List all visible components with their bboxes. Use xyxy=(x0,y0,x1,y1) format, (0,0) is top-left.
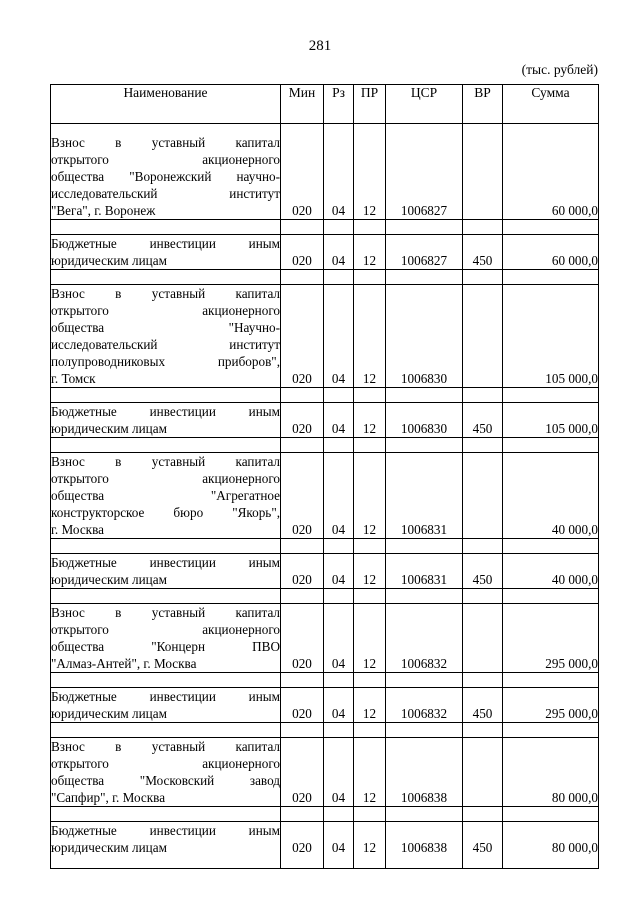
row-spacer-cell xyxy=(51,589,281,604)
row-spacer-cell xyxy=(51,539,281,554)
cell-rz: 04 xyxy=(324,124,354,220)
cell-vr xyxy=(463,604,503,673)
cell-csr: 1006830 xyxy=(386,403,463,438)
cell-min: 020 xyxy=(281,453,324,539)
row-spacer-cell xyxy=(51,438,281,453)
cell-name-line: общества "Агрегатное xyxy=(51,488,280,503)
cell-name-line: "Алмаз-Антей", г. Москва xyxy=(51,656,197,671)
cell-pr: 12 xyxy=(354,403,386,438)
row-spacer xyxy=(51,438,599,453)
cell-name-line: общества "Концерн ПВО xyxy=(51,639,280,654)
cell-csr: 1006830 xyxy=(386,285,463,388)
row-spacer-cell xyxy=(51,388,281,403)
row-spacer-cell xyxy=(354,539,386,554)
cell-rz: 04 xyxy=(324,554,354,589)
cell-rz: 04 xyxy=(324,403,354,438)
row-spacer-cell xyxy=(354,723,386,738)
cell-name-line: открытого акционерного xyxy=(51,756,280,771)
cell-sum: 40 000,0 xyxy=(503,554,599,589)
cell-name-line: Взнос в уставный капитал xyxy=(51,135,280,150)
cell-csr: 1006827 xyxy=(386,124,463,220)
cell-pr: 12 xyxy=(354,285,386,388)
row-spacer xyxy=(51,723,599,738)
cell-min: 020 xyxy=(281,688,324,723)
cell-vr: 450 xyxy=(463,554,503,589)
row-spacer-cell xyxy=(51,723,281,738)
row-spacer-cell xyxy=(281,589,324,604)
table-row xyxy=(51,688,599,723)
cell-csr: 1006831 xyxy=(386,554,463,589)
cell-name xyxy=(51,822,281,869)
cell-name-line: общества "Московский завод xyxy=(51,773,280,788)
table-row xyxy=(51,235,599,270)
row-spacer-cell xyxy=(386,807,463,822)
column-header-csr: ЦСР xyxy=(386,85,463,124)
table-row xyxy=(51,403,599,438)
cell-sum: 295 000,0 xyxy=(503,688,599,723)
row-spacer-cell xyxy=(503,723,599,738)
row-spacer-cell xyxy=(354,589,386,604)
row-spacer-cell xyxy=(324,388,354,403)
cell-name-line: открытого акционерного xyxy=(51,471,280,486)
cell-name-line: открытого акционерного xyxy=(51,303,280,318)
column-header-name: Наименование xyxy=(51,85,281,124)
row-spacer-cell xyxy=(463,673,503,688)
cell-vr xyxy=(463,285,503,388)
cell-min: 020 xyxy=(281,554,324,589)
cell-name xyxy=(51,285,281,388)
row-spacer-cell xyxy=(503,220,599,235)
cell-name-line: Бюджетные инвестиции иным xyxy=(51,236,280,251)
table-row xyxy=(51,453,599,539)
row-spacer-cell xyxy=(324,807,354,822)
row-spacer-cell xyxy=(386,220,463,235)
cell-name xyxy=(51,738,281,807)
cell-rz: 04 xyxy=(324,822,354,869)
cell-name-line: конструкторское бюро "Якорь", xyxy=(51,505,280,520)
row-spacer-cell xyxy=(281,673,324,688)
row-spacer-cell xyxy=(51,220,281,235)
cell-name-line: г. Москва xyxy=(51,522,104,537)
cell-name-line: Взнос в уставный капитал xyxy=(51,739,280,754)
table-row xyxy=(51,604,599,673)
row-spacer-cell xyxy=(281,723,324,738)
cell-name xyxy=(51,403,281,438)
cell-name-line: исследовательский институт xyxy=(51,337,280,352)
cell-rz: 04 xyxy=(324,688,354,723)
row-spacer-cell xyxy=(463,270,503,285)
row-spacer-cell xyxy=(281,807,324,822)
row-spacer-cell xyxy=(354,673,386,688)
row-spacer-cell xyxy=(354,807,386,822)
cell-pr: 12 xyxy=(354,688,386,723)
cell-csr: 1006831 xyxy=(386,453,463,539)
cell-csr: 1006838 xyxy=(386,822,463,869)
cell-sum: 295 000,0 xyxy=(503,604,599,673)
cell-name xyxy=(51,688,281,723)
budget-table xyxy=(50,84,599,869)
cell-name xyxy=(51,453,281,539)
cell-name-line: Бюджетные инвестиции иным xyxy=(51,404,280,419)
cell-vr: 450 xyxy=(463,688,503,723)
cell-vr: 450 xyxy=(463,403,503,438)
column-header-rz: Рз xyxy=(324,85,354,124)
row-spacer-cell xyxy=(503,807,599,822)
cell-sum: 40 000,0 xyxy=(503,453,599,539)
cell-name-line: полупроводниковых приборов", xyxy=(51,354,280,369)
cell-min: 020 xyxy=(281,285,324,388)
row-spacer-cell xyxy=(324,673,354,688)
row-spacer xyxy=(51,270,599,285)
row-spacer xyxy=(51,589,599,604)
cell-name xyxy=(51,554,281,589)
table-header-row xyxy=(51,85,599,124)
cell-sum: 105 000,0 xyxy=(503,403,599,438)
cell-rz: 04 xyxy=(324,235,354,270)
cell-name-line: юридическим лицам xyxy=(51,421,167,436)
cell-vr xyxy=(463,453,503,539)
table-body xyxy=(51,124,599,869)
cell-name-line: Взнос в уставный капитал xyxy=(51,286,280,301)
cell-sum: 105 000,0 xyxy=(503,285,599,388)
cell-min: 020 xyxy=(281,124,324,220)
cell-sum: 60 000,0 xyxy=(503,124,599,220)
cell-name xyxy=(51,235,281,270)
cell-name-line: Бюджетные инвестиции иным xyxy=(51,555,280,570)
cell-csr: 1006827 xyxy=(386,235,463,270)
row-spacer xyxy=(51,388,599,403)
cell-name-line: Взнос в уставный капитал xyxy=(51,605,280,620)
cell-rz: 04 xyxy=(324,285,354,388)
cell-pr: 12 xyxy=(354,822,386,869)
row-spacer-cell xyxy=(386,723,463,738)
row-spacer-cell xyxy=(503,589,599,604)
row-spacer-cell xyxy=(386,270,463,285)
row-spacer-cell xyxy=(281,270,324,285)
row-spacer-cell xyxy=(463,539,503,554)
cell-name-line: юридическим лицам xyxy=(51,572,167,587)
row-spacer-cell xyxy=(386,438,463,453)
row-spacer-cell xyxy=(503,438,599,453)
cell-name-line: открытого акционерного xyxy=(51,152,280,167)
row-spacer-cell xyxy=(463,388,503,403)
units-note: (тыс. рублей) xyxy=(521,62,598,77)
table-row xyxy=(51,738,599,807)
cell-pr: 12 xyxy=(354,453,386,539)
row-spacer xyxy=(51,220,599,235)
row-spacer-cell xyxy=(281,220,324,235)
row-spacer-cell xyxy=(51,270,281,285)
column-header-pr: ПР xyxy=(354,85,386,124)
row-spacer-cell xyxy=(354,438,386,453)
column-header-sum: Сумма xyxy=(503,85,599,124)
row-spacer-cell xyxy=(503,270,599,285)
cell-name-line: открытого акционерного xyxy=(51,622,280,637)
cell-rz: 04 xyxy=(324,453,354,539)
row-spacer-cell xyxy=(324,539,354,554)
row-spacer-cell xyxy=(51,673,281,688)
cell-name-line: "Вега", г. Воронеж xyxy=(51,203,156,218)
row-spacer xyxy=(51,807,599,822)
row-spacer-cell xyxy=(324,220,354,235)
cell-name xyxy=(51,124,281,220)
row-spacer-cell xyxy=(503,539,599,554)
row-spacer-cell xyxy=(324,723,354,738)
cell-sum: 60 000,0 xyxy=(503,235,599,270)
cell-name-line: Взнос в уставный капитал xyxy=(51,454,280,469)
row-spacer-cell xyxy=(386,589,463,604)
cell-min: 020 xyxy=(281,235,324,270)
column-header-min: Мин xyxy=(281,85,324,124)
cell-csr: 1006832 xyxy=(386,604,463,673)
row-spacer-cell xyxy=(503,673,599,688)
row-spacer-cell xyxy=(386,673,463,688)
row-spacer-cell xyxy=(463,723,503,738)
row-spacer-cell xyxy=(281,388,324,403)
page-number: 281 xyxy=(308,38,332,54)
cell-vr: 450 xyxy=(463,822,503,869)
column-header-vr: ВР xyxy=(463,85,503,124)
row-spacer-cell xyxy=(281,438,324,453)
row-spacer xyxy=(51,539,599,554)
cell-pr: 12 xyxy=(354,235,386,270)
row-spacer-cell xyxy=(386,388,463,403)
row-spacer-cell xyxy=(281,539,324,554)
cell-min: 020 xyxy=(281,822,324,869)
row-spacer-cell xyxy=(463,220,503,235)
cell-rz: 04 xyxy=(324,604,354,673)
cell-vr xyxy=(463,124,503,220)
row-spacer-cell xyxy=(463,589,503,604)
cell-name-line: юридическим лицам xyxy=(51,706,167,721)
cell-name-line: исследовательский институт xyxy=(51,186,280,201)
table-row xyxy=(51,554,599,589)
row-spacer-cell xyxy=(503,388,599,403)
cell-name-line: юридическим лицам xyxy=(51,253,167,268)
cell-rz: 04 xyxy=(324,738,354,807)
table-header xyxy=(51,85,599,124)
row-spacer-cell xyxy=(324,438,354,453)
table-row xyxy=(51,285,599,388)
cell-vr: 450 xyxy=(463,235,503,270)
cell-name-line: г. Томск xyxy=(51,371,96,386)
cell-name-line: юридическим лицам xyxy=(51,840,167,855)
cell-pr: 12 xyxy=(354,738,386,807)
cell-name-line: общества "Научно- xyxy=(51,320,280,335)
row-spacer-cell xyxy=(386,539,463,554)
cell-pr: 12 xyxy=(354,554,386,589)
cell-name-line: Бюджетные инвестиции иным xyxy=(51,689,280,704)
table-row xyxy=(51,124,599,220)
row-spacer-cell xyxy=(354,270,386,285)
row-spacer-cell xyxy=(324,589,354,604)
cell-min: 020 xyxy=(281,604,324,673)
row-spacer-cell xyxy=(354,388,386,403)
cell-csr: 1006838 xyxy=(386,738,463,807)
cell-pr: 12 xyxy=(354,604,386,673)
row-spacer-cell xyxy=(354,220,386,235)
row-spacer-cell xyxy=(51,807,281,822)
cell-csr: 1006832 xyxy=(386,688,463,723)
row-spacer-cell xyxy=(463,807,503,822)
cell-name-line: общества "Воронежский научно- xyxy=(51,169,280,184)
cell-name xyxy=(51,604,281,673)
row-spacer-cell xyxy=(324,270,354,285)
row-spacer-cell xyxy=(463,438,503,453)
cell-min: 020 xyxy=(281,403,324,438)
cell-min: 020 xyxy=(281,738,324,807)
cell-name-line: Бюджетные инвестиции иным xyxy=(51,823,280,838)
row-spacer xyxy=(51,673,599,688)
table-row xyxy=(51,822,599,869)
cell-name-line: "Сапфир", г. Москва xyxy=(51,790,166,805)
cell-vr xyxy=(463,738,503,807)
cell-sum: 80 000,0 xyxy=(503,738,599,807)
cell-sum: 80 000,0 xyxy=(503,822,599,869)
cell-pr: 12 xyxy=(354,124,386,220)
